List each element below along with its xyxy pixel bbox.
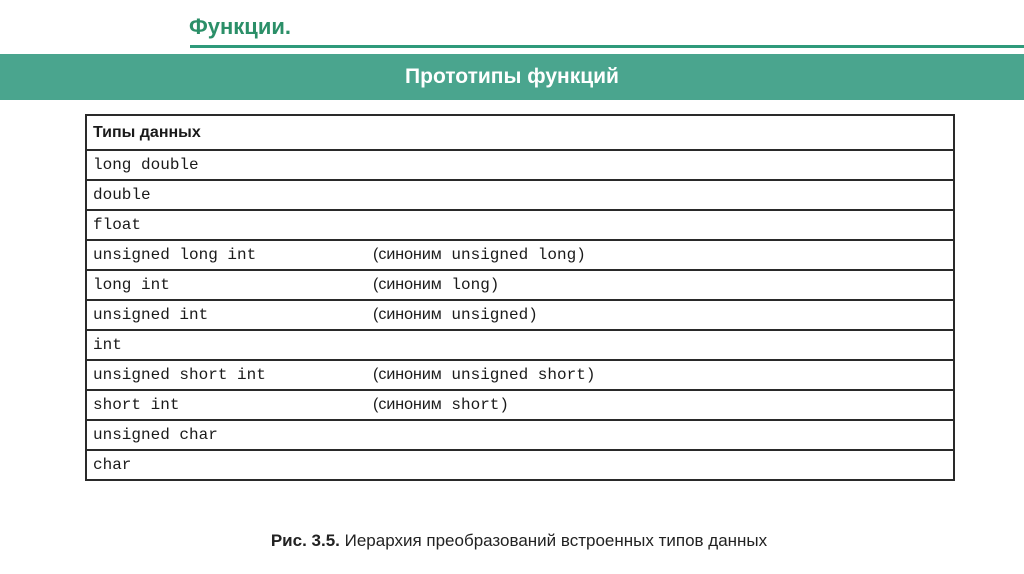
type-name: short int [93, 396, 180, 414]
type-cell [86, 360, 954, 390]
section-banner [0, 54, 1024, 100]
type-cell [86, 180, 954, 210]
type-cell [86, 210, 954, 240]
table-row [86, 240, 954, 270]
type-cell [86, 300, 954, 330]
type-name: double [93, 186, 151, 204]
type-name: float [93, 216, 142, 234]
type-name: char [93, 456, 132, 474]
type-name: long double [93, 156, 199, 174]
synonym-value: unsigned long) [451, 246, 586, 264]
type-name: unsigned long int [93, 246, 257, 264]
table-row [86, 270, 954, 300]
table-row [86, 420, 954, 450]
table-header: Типы данных [86, 115, 954, 150]
table-row [86, 300, 954, 330]
type-name: int [93, 336, 122, 354]
type-cell [86, 270, 954, 300]
data-types-table [85, 114, 955, 481]
type-name: unsigned short int [93, 366, 266, 384]
type-cell [86, 240, 954, 270]
caption-text: Иерархия преобразований встроенных типов данных [344, 531, 768, 550]
synonym-word: (синоним [373, 306, 442, 323]
table-row [86, 390, 954, 420]
table-header-row [86, 115, 954, 150]
table-row [86, 360, 954, 390]
table-body [86, 150, 954, 480]
synonym-value: long) [451, 276, 500, 294]
synonym-value: unsigned short) [451, 366, 596, 384]
table-row [86, 450, 954, 480]
synonym-word: (синоним [373, 246, 442, 263]
type-cell [86, 450, 954, 480]
type-name: unsigned int [93, 306, 209, 324]
type-name: unsigned char [93, 426, 218, 444]
synonym-value: short) [451, 396, 509, 414]
figure-caption [0, 531, 1024, 551]
type-name: long int [93, 276, 170, 294]
table-row [86, 180, 954, 210]
table-row [86, 210, 954, 240]
table-row [86, 330, 954, 360]
type-cell [86, 390, 954, 420]
synonym-value: unsigned) [451, 306, 538, 324]
table-row [86, 150, 954, 180]
caption-label: Рис. 3.5. [270, 531, 340, 550]
type-cell [86, 330, 954, 360]
type-cell [86, 420, 954, 450]
type-cell [86, 150, 954, 180]
title-divider [190, 45, 1024, 48]
synonym-word: (синоним [373, 366, 442, 383]
synonym-word: (синоним [373, 396, 442, 413]
synonym-word: (синоним [373, 276, 442, 293]
slide-title: Функции. [189, 14, 291, 39]
section-title: Прототипы функций [405, 65, 619, 88]
